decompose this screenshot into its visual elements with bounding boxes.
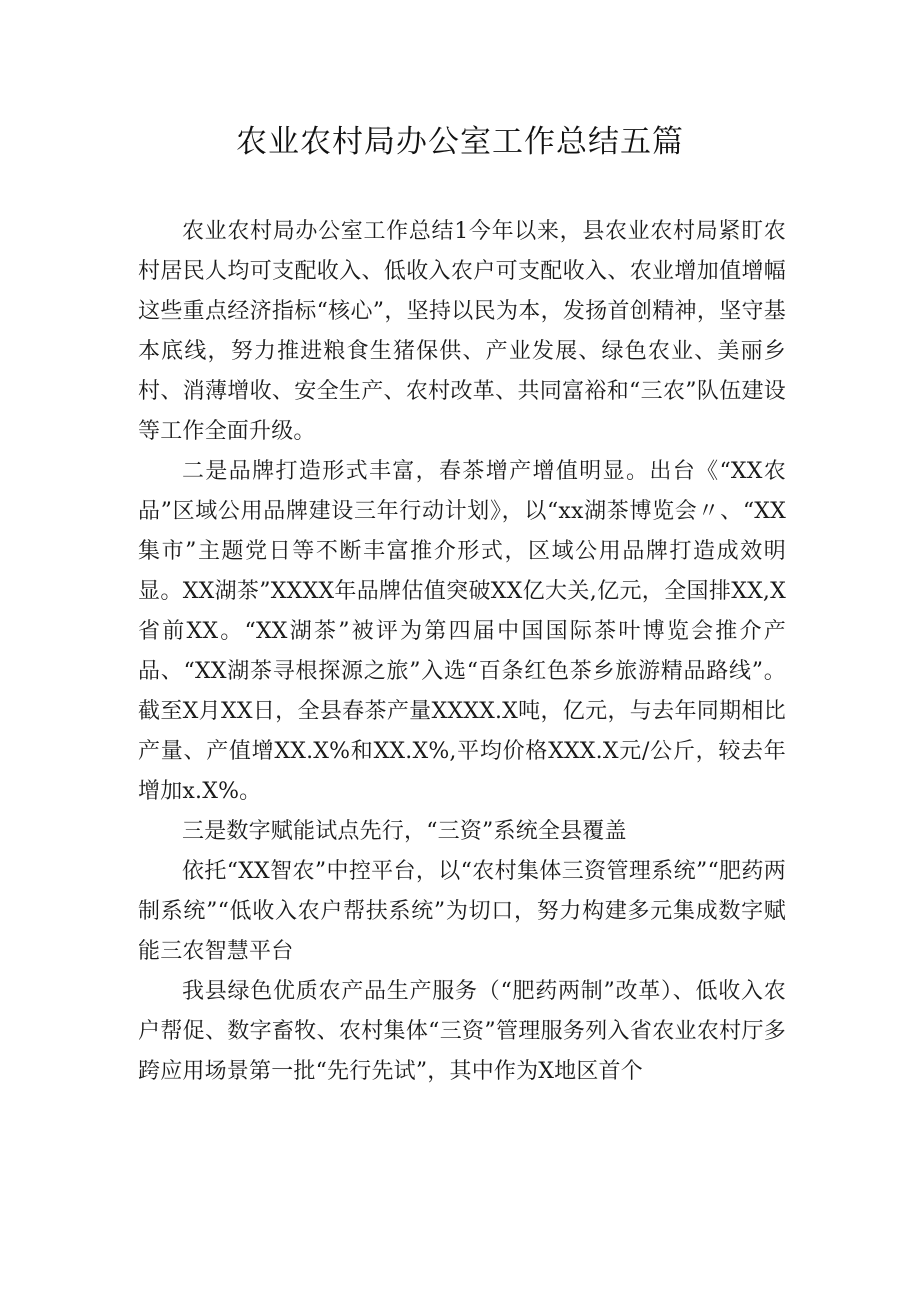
paragraph-4: 依托“XX智农”中控平台，以“农村集体三资管理系统”“肥药两制系统”“低收入农户帮扶系统”为切口，努力构建多元集成数字赋能三农智慧平台 — [138, 859, 786, 964]
paragraph-1: 农业农村局办公室工作总结1今年以来，县农业农村局紧盯农村居民人均可支配收入、低收入农户可支配收入、农业增加值增幅这些重点经济指标“核心”，坚持以民为本，发扬首创精神，坚守基本底线，努力推进粮食生猪保供、产业发展、绿色农业、美丽乡村、消薄增收、安全生产、农村改革、共同富裕和“三农”队伍建设等工作全面升级。 — [138, 219, 786, 444]
document-title: 农业农村局办公室工作总结五篇 — [236, 124, 684, 160]
paragraph-5: 我县绿色优质农产品生产服务（“肥药两制”改革）、低收入农户帮促、数字畜牧、农村集体“三资”管理服务列入省农业农村厅多跨应用场景第一批“先行先试”，其中作为X地区首个 — [138, 979, 786, 1084]
paragraph-3: 三是数字赋能试点先行，“三资”系统全县覆盖 — [182, 819, 627, 844]
document-body — [138, 212, 786, 1092]
paragraph-2: 二是品牌打造形式丰富，春茶增产增值明显。出台《“XX农品”区域公用品牌建设三年行动计划》，以“xx湖茶博览会〃、“XX集市”主题党日等不断丰富推介形式，区域公用品牌打造成效明显。XX湖茶”XXXX年品牌估值突破XX亿大关,亿元，全国排XX,X省前XX。“XX湖茶”被评为第四届中国国际茶叶博览会推介产品、“XX湖茶寻根探源之旅”入选“百条红色茶乡旅游精品路线”。截至X月XX日，全县春茶产量XXXX.X吨，亿元，与去年同期相比产量、产值增XX.X%和XX.X%,平均价格XXX.X元/公斤，较去年增加x.X%。 — [138, 459, 786, 804]
